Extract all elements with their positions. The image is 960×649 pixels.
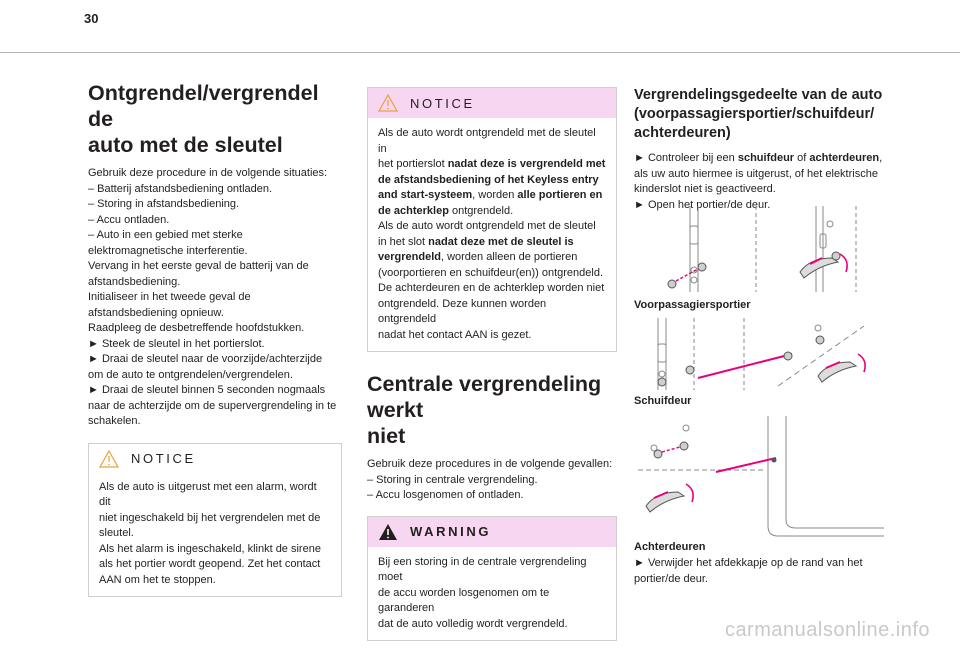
warning-triangle-icon [99, 450, 119, 468]
text-span: ► Controleer bij een [634, 152, 738, 164]
title-line: achterdeuren) [634, 125, 731, 141]
text-line: Gebruik deze procedures in de volgende gevallen: [367, 458, 613, 470]
text-line: De achterdeuren en de achterklep worden niet [378, 282, 605, 294]
notice-header [368, 88, 616, 118]
figure-caption: Schuifdeur [634, 395, 692, 407]
text-line: portier/de deur. [634, 572, 708, 585]
text-line: de afstandsbediening of het Keyless entry [378, 173, 599, 186]
notice-box [367, 87, 617, 352]
top-rule [0, 52, 960, 53]
body-text [88, 166, 342, 430]
text-line: Initialiseer in het tweede geval de [88, 291, 251, 303]
figure-caption: Achterdeuren [634, 541, 706, 553]
text-line: – Accu losgenomen of ontladen. [367, 489, 524, 501]
text-line: sleutel. [99, 527, 134, 539]
notice-header [89, 444, 341, 474]
text-line: de accu worden losgenomen om te garanderen [378, 586, 550, 614]
text-line: Als de auto is uitgerust met een alarm, wordt dit [99, 480, 317, 508]
title-line: auto met de sleutel [88, 133, 283, 157]
figure-caption: Voorpassagiersportier [634, 299, 751, 311]
text-line [634, 151, 890, 167]
text-line: – Accu ontladen. [88, 213, 170, 226]
warning-triangle-icon [378, 523, 398, 541]
column-2 [367, 87, 617, 641]
text-line: – Storing in afstandsbediening. [88, 198, 240, 210]
text-line: Vervang in het eerste geval de batterij van de [88, 260, 309, 272]
bold-span: achterdeuren [809, 152, 880, 164]
text-line: elektromagnetische interferentie. [88, 244, 248, 257]
text-line: Als de auto wordt ontgrendeld met de sleutel in [378, 127, 596, 155]
bold-span: alle portieren en [517, 189, 603, 201]
section-title [88, 80, 342, 158]
text-line: afstandsbediening. [88, 275, 181, 288]
text-line: ► Draai de sleutel naar de voorzijde/achterzijde [88, 353, 323, 365]
text-line: AAN om het te stoppen. [99, 573, 216, 586]
text-span: , [879, 152, 883, 164]
section-title [367, 371, 617, 449]
text-line [378, 250, 606, 266]
title-line: niet [367, 424, 406, 448]
sliding-door-illustration [650, 316, 890, 392]
bold-span: vergrendeld [378, 251, 441, 263]
text-line: – Batterij afstandsbediening ontladen. [88, 182, 273, 195]
column-1 [88, 80, 342, 597]
text-span: ontgrendeld. [448, 204, 514, 217]
text-line: dat de auto volledig wordt vergrendeld. [378, 617, 568, 630]
warning-header [368, 517, 616, 547]
body-text [367, 457, 617, 504]
front-passenger-door-illustration [660, 204, 890, 294]
text-line: (voorportieren en schuifdeur(en)) ontgrendeld. [378, 266, 604, 279]
title-line: (voorpassagiersportier/schuifdeur/ [634, 106, 875, 122]
text-line: ► Steek de sleutel in het portierslot. [88, 337, 265, 350]
notice-title: NOTICE [131, 451, 196, 466]
bold-span: schuifdeur [737, 152, 795, 164]
bold-span: nadat deze met de sleutel is [428, 235, 574, 248]
text-line: naar de achterzijde om de supervergrendeling in te [88, 399, 337, 412]
text-line [378, 235, 606, 251]
text-line: ► Draai de sleutel binnen 5 seconden nogmaals [88, 384, 326, 396]
title-line: Vergrendelingsgedeelte van de auto [634, 87, 883, 103]
notice-box [88, 443, 342, 598]
body-text [634, 556, 863, 587]
text-line: Gebruik deze procedure in de volgende situaties: [88, 167, 328, 179]
bold-span: nadat deze is vergrendeld met [447, 158, 606, 170]
text-line [378, 204, 606, 220]
text-line [378, 188, 606, 204]
text-line: om de auto te ontgrendelen/vergrendelen. [88, 368, 293, 381]
text-line: – Auto in een gebied met sterke [88, 229, 243, 241]
text-line: ► Open het portier/de deur. [634, 198, 771, 211]
text-line: Raadpleeg de desbetreffende hoofdstukken. [88, 322, 305, 334]
title-line: Ontgrendel/vergrendel de [88, 81, 319, 131]
text-line: kinderslot niet is geactiveerd. [634, 183, 776, 195]
warning-body [368, 547, 616, 641]
bold-span: and start-systeem [378, 189, 473, 201]
text-line: Als het alarm is ingeschakeld, klinkt de sirene [99, 542, 321, 555]
text-line: afstandsbediening opnieuw. [88, 306, 224, 319]
text-line: als het portier wordt geopend. Zet het contact [99, 558, 321, 570]
warning-triangle-icon [378, 94, 398, 112]
notice-title: NOTICE [410, 95, 475, 111]
rear-doors-illustration [636, 414, 890, 538]
text-line: Bij een storing in de centrale vergrendeling moet [378, 555, 587, 583]
text-span: het portierslot [378, 158, 448, 170]
warning-box [367, 516, 617, 642]
text-span: of [794, 152, 810, 164]
text-line: ontgrendeld. Deze kunnen worden ontgrendeld [378, 297, 547, 325]
text-line: Als de auto wordt ontgrendeld met de sleutel [378, 220, 596, 232]
text-line: – Storing in centrale vergrendeling. [367, 473, 538, 486]
text-span: , worden alleen de portieren [440, 251, 578, 263]
notice-body [368, 118, 616, 351]
column-3 [634, 86, 890, 213]
text-line: ► Verwijder het afdekkapje op de rand van het [634, 557, 863, 569]
bold-span: de achterklep [378, 204, 449, 217]
text-line: niet ingeschakeld bij het vergrendelen met de [99, 511, 321, 524]
text-line: nadat het contact AAN is gezet. [378, 328, 532, 341]
title-line: Centrale vergrendeling werkt [367, 372, 602, 422]
text-line [378, 157, 606, 173]
text-span: , worden [472, 189, 518, 201]
section-title [634, 86, 890, 143]
warning-title: WARNING [410, 524, 492, 539]
text-span: in het slot [378, 235, 429, 248]
watermark: carmanualsonline.info [724, 619, 930, 641]
text-line: schakelen. [88, 415, 141, 427]
text-line: als uw auto hiermee is uitgerust, of het elektrische [634, 167, 878, 180]
page-number: 30 [84, 11, 99, 26]
notice-body [89, 474, 341, 597]
